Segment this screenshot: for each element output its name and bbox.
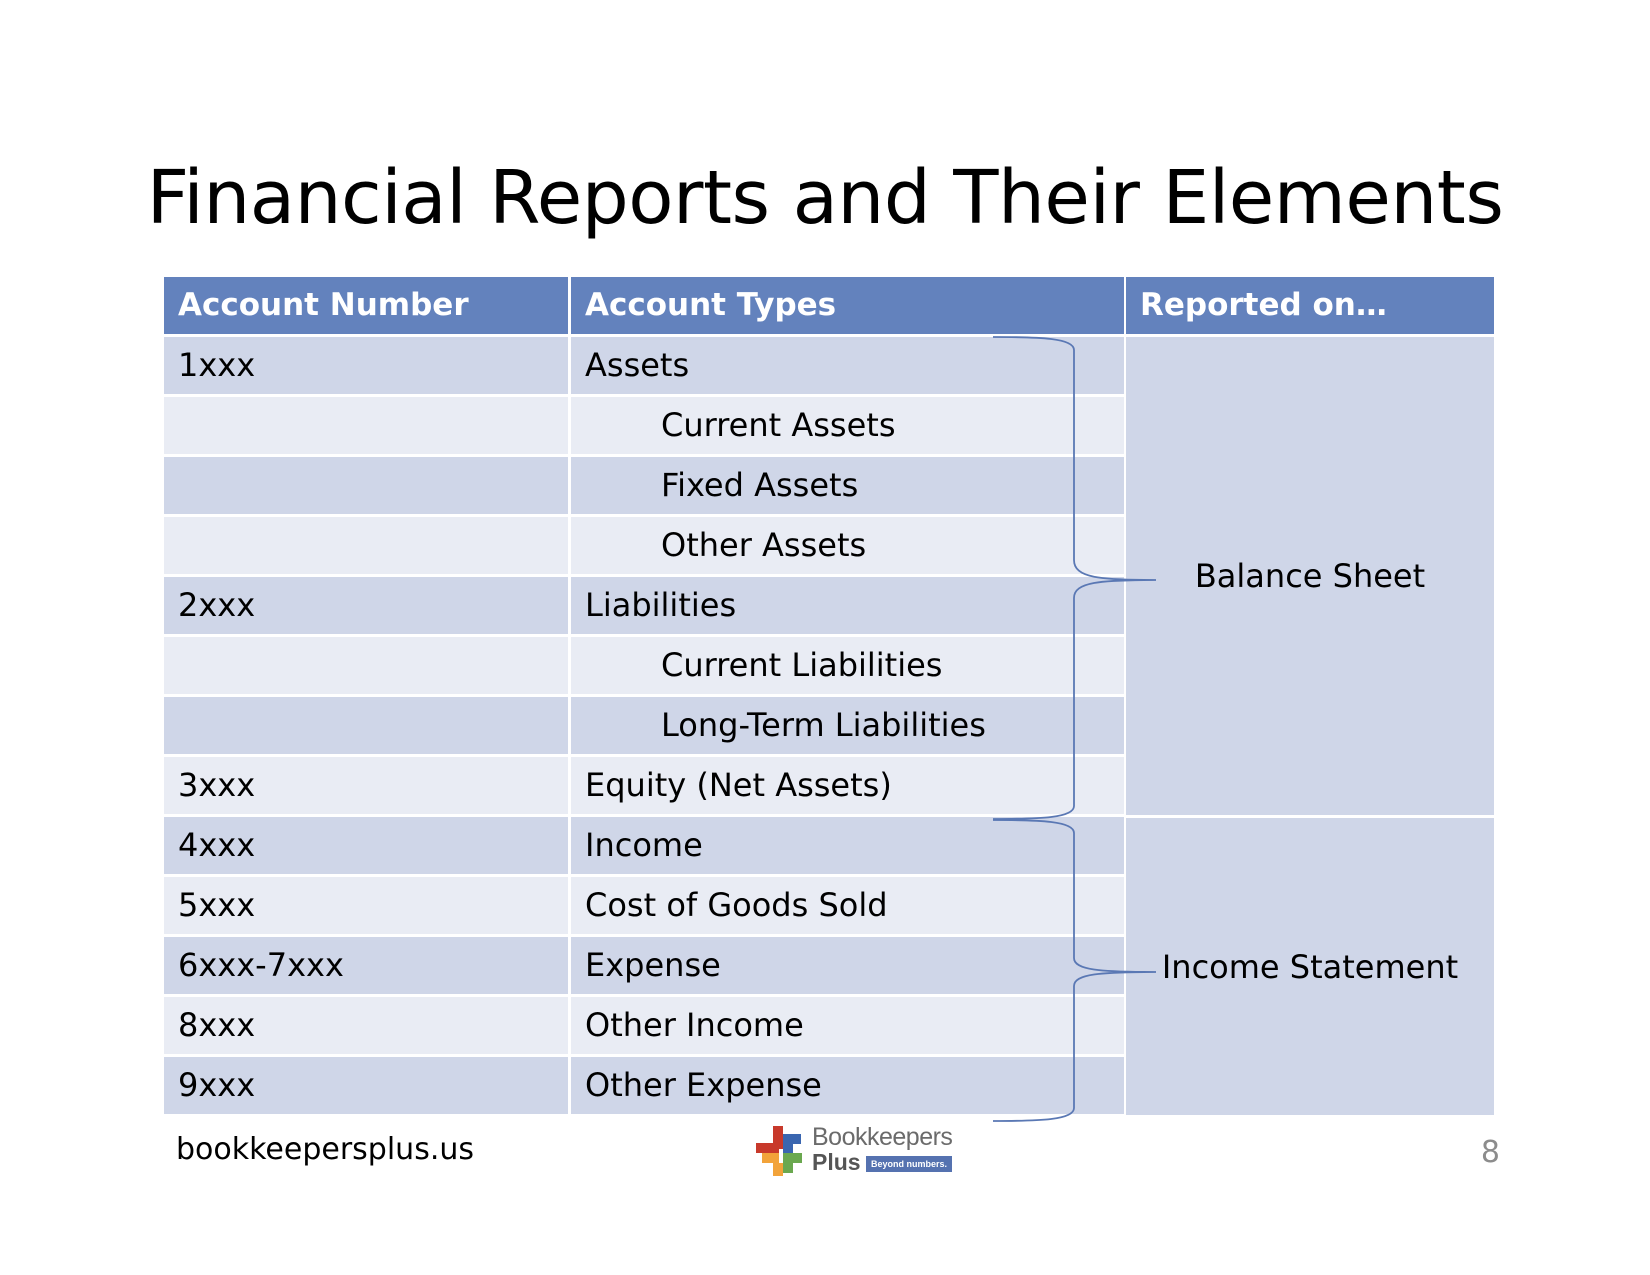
table-row: [164, 457, 1124, 517]
income-statement-label: Income Statement: [1161, 947, 1459, 986]
header-account-types: Account Types: [571, 277, 1124, 334]
account-number-cell: 3xxx: [164, 757, 568, 814]
account-type-cell: Income: [571, 817, 1124, 874]
logo-tagline: Beyond numbers.: [866, 1156, 952, 1172]
account-number-cell: 6xxx-7xxx: [164, 937, 568, 994]
account-number-cell: 8xxx: [164, 997, 568, 1054]
footer-website: bookkeepersplus.us: [176, 1132, 475, 1167]
table-row: [164, 337, 1124, 397]
account-number-cell: [164, 457, 568, 514]
slide-title: Financial Reports and Their Elements: [146, 155, 1504, 241]
account-type-cell: Assets: [571, 337, 1124, 394]
page-number: 8: [1480, 1135, 1500, 1170]
account-number-cell: [164, 517, 568, 574]
account-type-cell: Cost of Goods Sold: [571, 877, 1124, 934]
table-row: [164, 877, 1124, 937]
logo-wordmark-bottom: Plus: [812, 1149, 861, 1175]
account-type-cell: Expense: [571, 937, 1124, 994]
balance-sheet-label: Balance Sheet: [1194, 557, 1426, 595]
account-number-cell: 1xxx: [164, 337, 568, 394]
account-number-cell: [164, 697, 568, 754]
account-type-cell: Other Assets: [571, 517, 1124, 574]
table-row: [164, 517, 1124, 577]
account-type-cell: Other Expense: [571, 1057, 1124, 1114]
account-type-cell: Fixed Assets: [571, 457, 1124, 514]
account-type-cell: Liabilities: [571, 577, 1124, 634]
account-type-cell: Long-Term Liabilities: [571, 697, 1124, 754]
account-number-cell: 4xxx: [164, 817, 568, 874]
plus-logo-icon: [756, 1126, 806, 1176]
bookkeepers-plus-logo: [756, 1124, 956, 1178]
income-statement-cell: [1126, 818, 1494, 1115]
table-row: [164, 757, 1124, 817]
account-number-cell: 9xxx: [164, 1057, 568, 1114]
header-reported-on: Reported on…: [1126, 277, 1494, 334]
logo-wordmark-top: Bookkeepers: [812, 1123, 953, 1151]
table-row: [164, 817, 1124, 877]
table-row: [164, 397, 1124, 457]
table-row: [164, 1057, 1124, 1117]
table-row: [164, 637, 1124, 697]
table-row: [164, 937, 1124, 997]
table-row: [164, 577, 1124, 637]
account-type-cell: Current Assets: [571, 397, 1124, 454]
balance-sheet-cell: [1126, 337, 1494, 815]
account-number-cell: 2xxx: [164, 577, 568, 634]
table-row: [164, 697, 1124, 757]
account-type-cell: Current Liabilities: [571, 637, 1124, 694]
accounts-table: [164, 277, 1494, 1120]
account-number-cell: 5xxx: [164, 877, 568, 934]
table-row: [164, 997, 1124, 1057]
account-number-cell: [164, 637, 568, 694]
account-type-cell: Equity (Net Assets): [571, 757, 1124, 814]
account-type-cell: Other Income: [571, 997, 1124, 1054]
header-account-number: Account Number: [164, 277, 568, 334]
account-number-cell: [164, 397, 568, 454]
